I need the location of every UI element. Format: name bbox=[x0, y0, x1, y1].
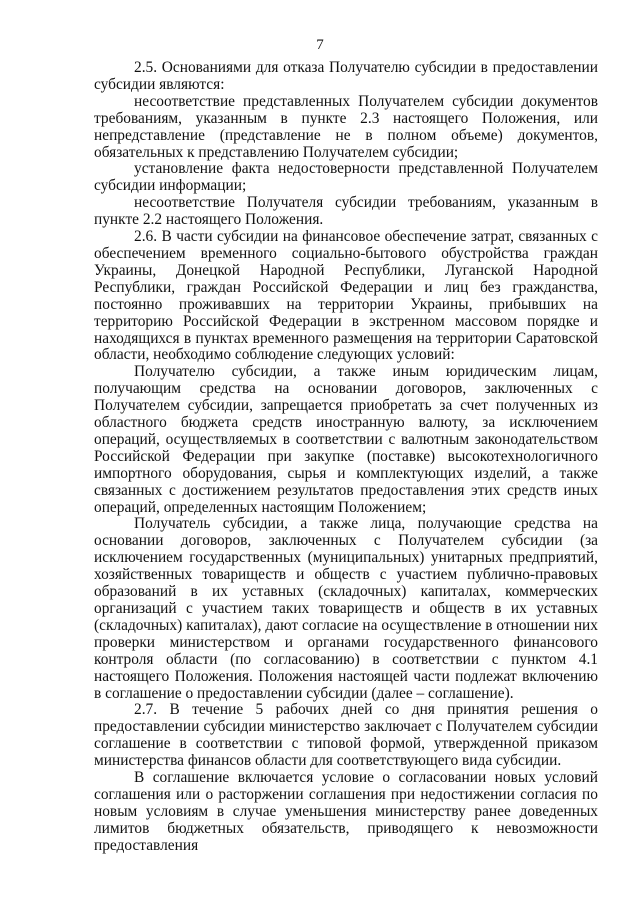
paragraph-currency-restriction: Получателю субсидии, а также иным юридическим лицам, получающим средства на основании договоров, заключенных с Получателем субсидии, запрещается приобретать за счет полученных из областного бюджета средств иностранную валюту, за исключением операций, осуществляемых в соответствии с валютным законодательством Российской Федерации при закупке (поставке) высокотехнологичного импортного оборудования, сырья и комплектующих изделий, а также связанных с достижением результатов предоставления этих средств иных операций, определенных настоящим Положением; bbox=[94, 363, 598, 516]
page-number: 7 bbox=[316, 37, 324, 53]
paragraph-2-7: 2.7. В течение 5 рабочих дней со дня принятия решения о предоставлении субсидии министерство заключает с Получателем субсидии соглашение в соответствии с типовой формой, утвержденной приказом министерства финансов области для соответствующего вида субсидии. bbox=[94, 701, 598, 770]
paragraph-refusal-reason-documents: несоответствие представленных Получателем субсидии документов требованиям, указанным в пункте 2.3 настоящего Положения, или непредставление (представление не в полном объеме) документов, обязательных к представлению Получателем субсидии; bbox=[94, 92, 598, 161]
paragraph-agreement-conditions: В соглашение включается условие о согласовании новых условий соглашения или о расторжении соглашения при недостижении согласия по новым условиям в случае уменьшения министерству ранее доведенных лимитов бюджетных обязательств, приводящего к невозможности предоставления bbox=[94, 769, 598, 854]
paragraph-refusal-reason-false-info: установление факта недостоверности представленной Получателем субсидии информации; bbox=[94, 160, 598, 195]
paragraph-inspection-consent: Получатель субсидии, а также лица, получающие средства на основании договоров, заключенных с Получателем субсидии (за исключением государственных (муниципальных) унитарных предприятий, хозяйственных товариществ и обществ с участием публично-правовых образований в их уставных (складочных) капиталах, коммерческих организаций с участием таких товариществ и обществ в их уставных (складочных) капиталах), дают согласие на осуществление в отношении них проверки министерством и органами государственного финансового контроля области (по согласованию) в соответствии с пунктом 4.1 настоящего Положения. Положения настоящей части подлежат включению в соглашение о предоставлении субсидии (далее – соглашение). bbox=[94, 515, 598, 702]
document-body bbox=[94, 60, 598, 855]
paragraph-2-5: 2.5. Основаниями для отказа Получателю субсидии в предоставлении субсидии являются: bbox=[94, 59, 598, 93]
paragraph-2-6: 2.6. В части субсидии на финансовое обеспечение затрат, связанных с обеспечением временного социально-бытового обустройства граждан Украины, Донецкой Народной Республики, Луганской Народной Республики, граждан Российской Федерации и лиц без гражданства, постоянно проживавших на территории Украины, прибывших на территорию Российской Федерации в экстренном массовом порядке и находящихся в пунктах временного размещения на территории Саратовской области, необходимо соблюдение следующих условий: bbox=[94, 228, 598, 364]
paragraph-refusal-reason-requirements: несоответствие Получателя субсидии требованиям, указанным в пункте 2.2 настоящего Положения. bbox=[94, 194, 598, 229]
